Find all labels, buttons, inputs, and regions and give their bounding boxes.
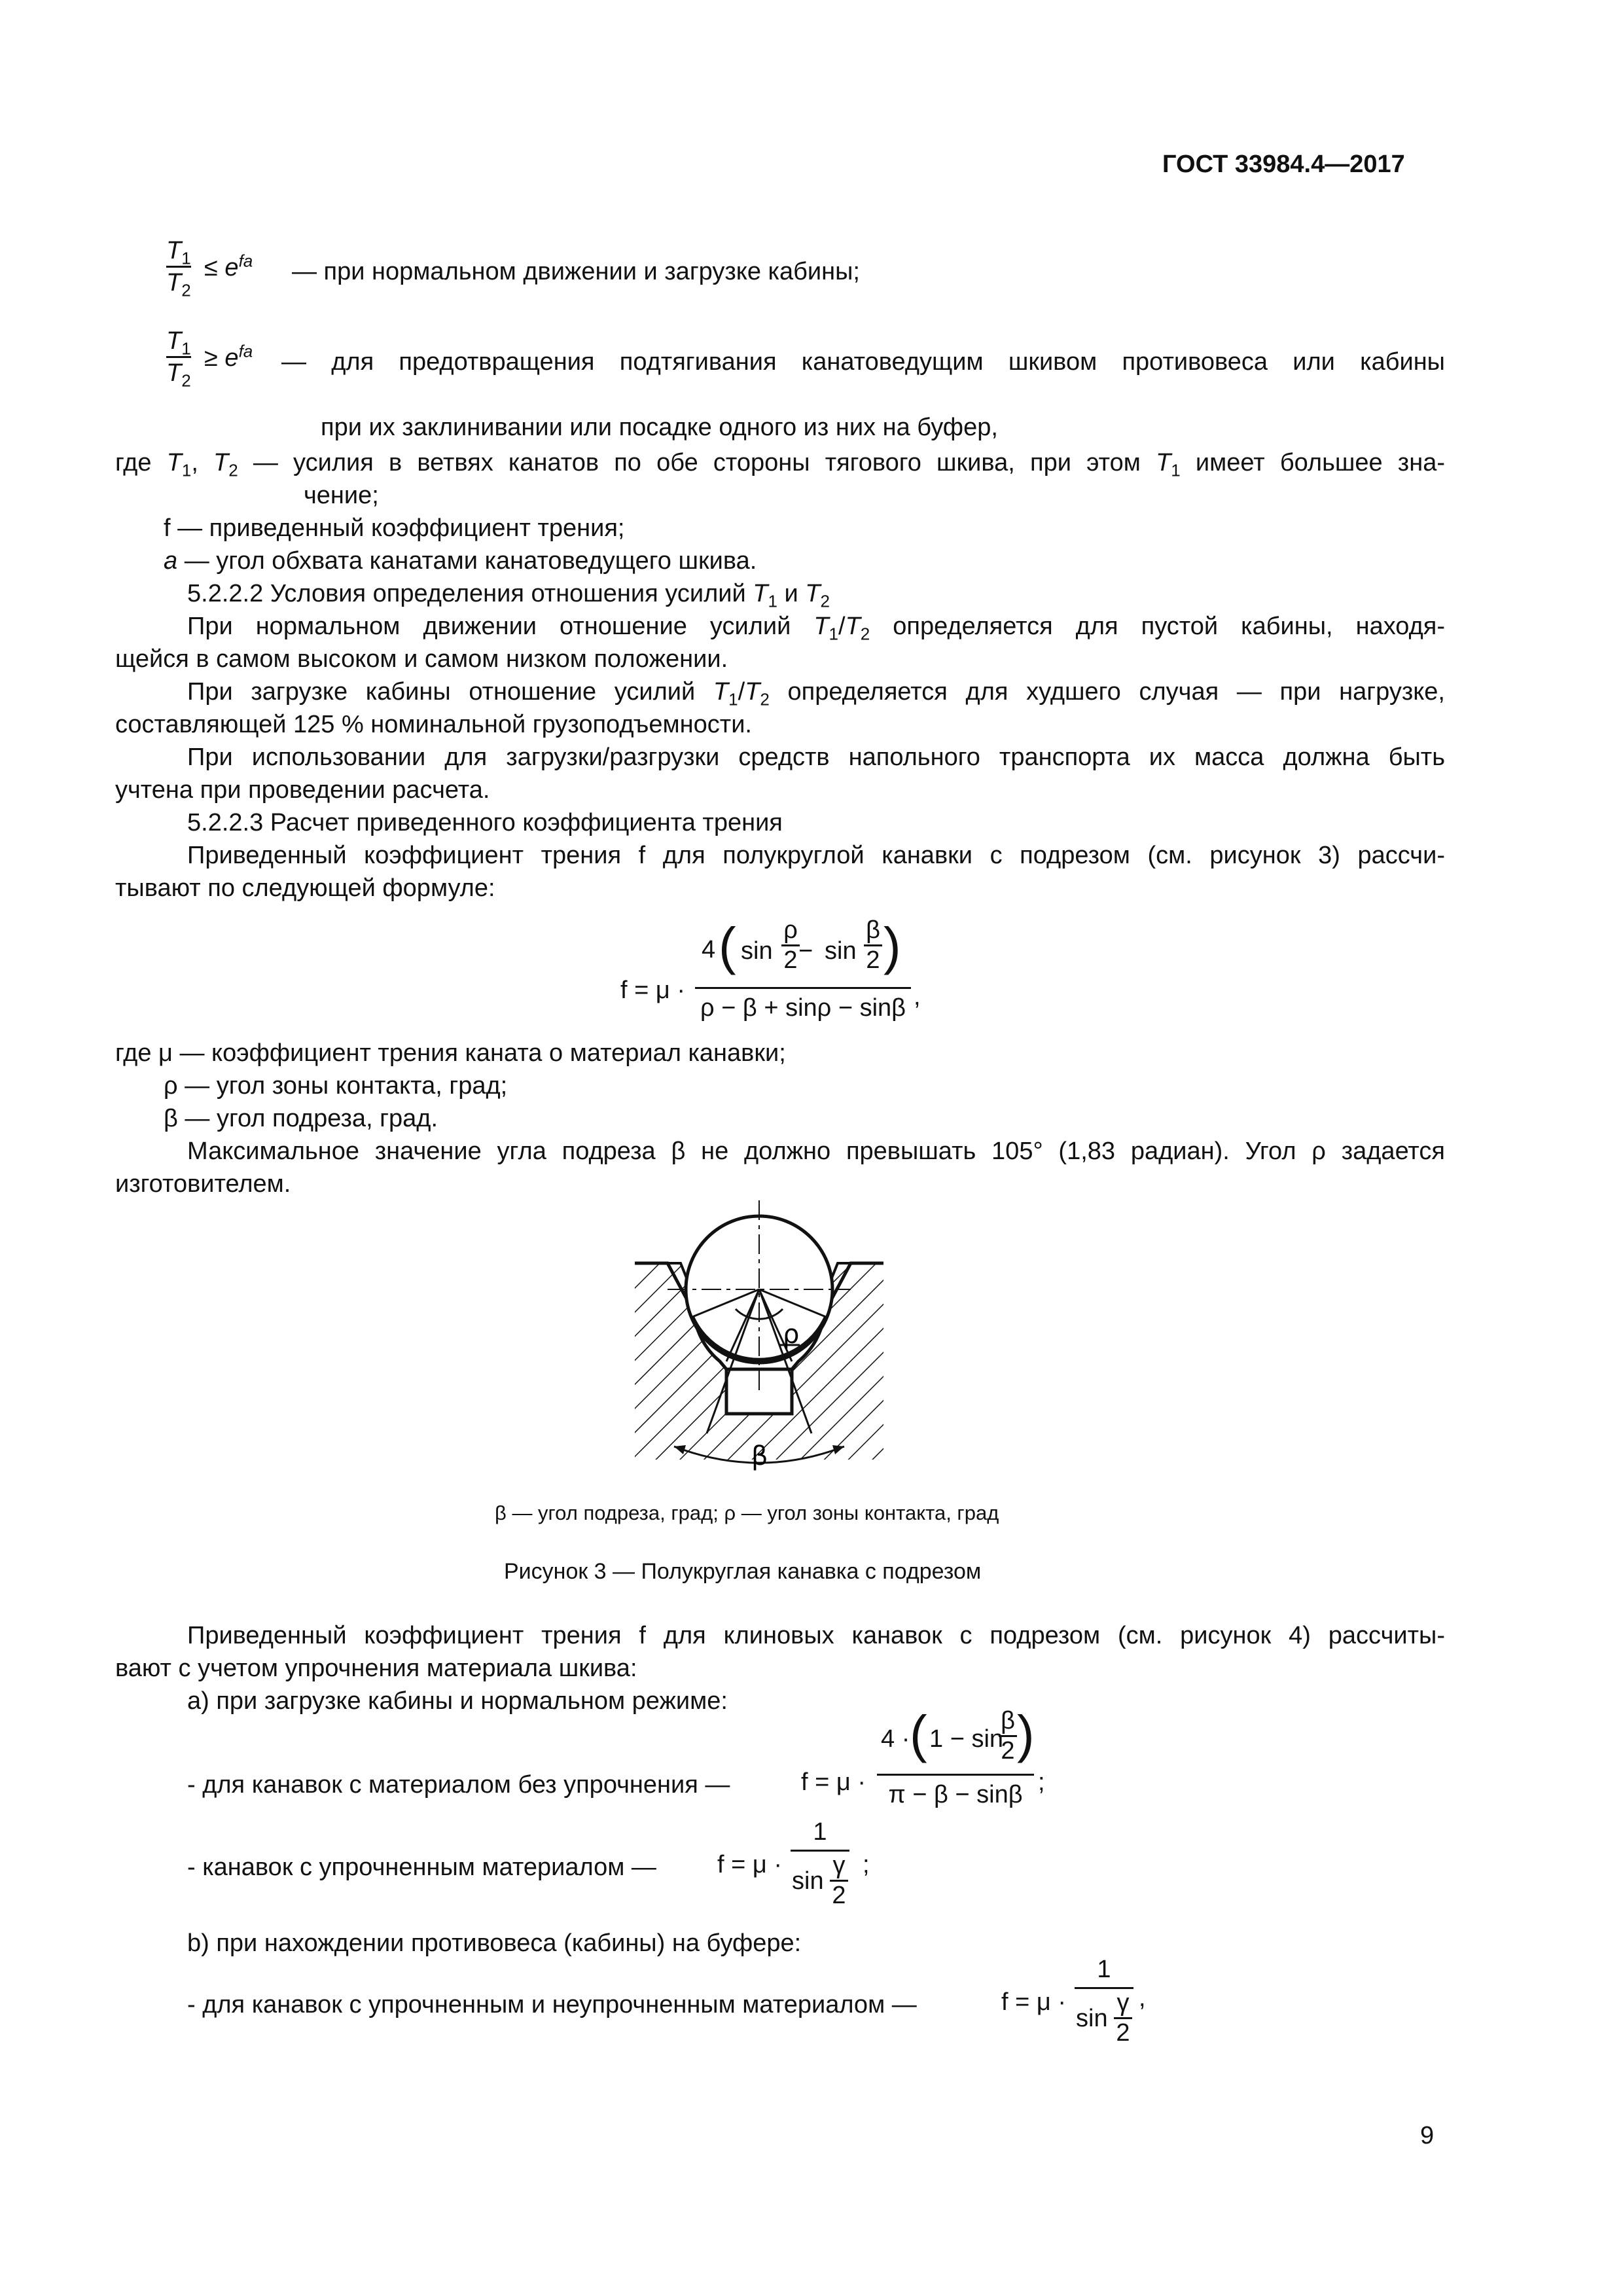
text-line-no-hardening: - для канавок с материалом без упрочнения — (187, 1771, 730, 1799)
text-line-both-materials: - для канавок с упрочненным и неупрочненным материалом — (187, 1991, 917, 2018)
main-formula-fraction (695, 911, 911, 1023)
text-line-max-undercut: Максимальное значение угла подреза β не должно превышать 105° (1,83 радиан). Угол ρ задается (187, 1138, 1445, 1165)
text-line-loading-ratio: При загрузке кабины отношение усилий $T_1/T_2$ определяется для худшего случая — при нагрузке, (187, 678, 1445, 709)
text-line-125-percent: составляющей 125 % номинальной грузоподъемности. (115, 711, 752, 738)
section-5-2-2-2: 5.2.2.2 Условия определения отношения усилий $T_1$ и $T_2$ (187, 580, 830, 611)
main-formula-denominator: ρ − β + sinρ − sinβ (700, 994, 906, 1022)
text-line-beta: β — угол подреза, град. (164, 1105, 438, 1132)
text-line-hardened: - канавок с упрочненным материалом — (187, 1854, 656, 1881)
formula-f3-lhs: f = μ · (1001, 1988, 1066, 2016)
formula-f2-fraction: 1 sin γ 2 (791, 1817, 849, 1914)
formula-f1-lhs: f = μ · (801, 1768, 866, 1796)
text-line-positions: щейся в самом высоком и самом низком положении. (115, 645, 728, 673)
inequality-le-efa: ≤ $e^{fa}$ (204, 251, 253, 281)
figure-3-semicircular-groove (628, 1198, 903, 1486)
text-line-mu: где μ — коэффициент трения каната о материал канавки; (115, 1039, 786, 1067)
main-formula-numerator: 4 ( sin ρ 2 − sin β 2 ) (702, 916, 901, 975)
text-line-hardening: вают с учетом упрочнения материала шкива: (115, 1655, 637, 1682)
text-line-normal-ratio: При нормальном движении отношение усилий $T_1/T_2$ определяется для пустой кабины, находя- (187, 613, 1446, 644)
ratio-t1-t2-inequality-1: $T_1$ $T_2$ (166, 237, 191, 300)
item-a-loading: a) при загрузке кабины и нормальном режиме: (187, 1687, 728, 1715)
text-line-semicircular: Приведенный коэффициент трения f для полукруглой канавки с подрезом (см. рисунок 3) рассчи- (187, 842, 1445, 869)
formula-f1-fraction: 4 · ( 1 − sin β 2 ) π − β − sinβ (877, 1707, 1034, 1810)
main-formula-bar (695, 987, 911, 989)
text-line-wedge-grooves: Приведенный коэффициент трения f для клиновых канавок с подрезом (см. рисунок 4) рассчиты- (187, 1622, 1445, 1649)
section-5-2-2-3: 5.2.2.3 Расчет приведенного коэффициента трения (187, 809, 783, 836)
text-line-friction-coef: f — приведенный коэффициент трения; (164, 514, 625, 542)
svg-text:ρ: ρ (783, 1319, 800, 1350)
main-formula-comma: , (914, 983, 921, 1011)
formula-f3-fraction: 1 sin γ 2 (1075, 1954, 1133, 2052)
text-line-rho: ρ — угол зоны контакта, град; (164, 1072, 508, 1100)
figure-3-caption: Рисунок 3 — Полукруглая канавка с подрезом (504, 1559, 982, 1584)
text-line-wrap-angle: a — угол обхвата канатами канатоведущего шкива. (164, 547, 757, 575)
item-b-buffer: b) при нахождении противовеса (кабины) на буфере: (187, 1929, 802, 1957)
main-formula-lhs: f = μ · (620, 977, 685, 1004)
figure-3-legend: β — угол подреза, град; ρ — угол зоны контакта, град (495, 1501, 999, 1524)
text-line-meaning: чение; (304, 482, 379, 509)
text-line-normal-motion: — при нормальном движении и загрузке кабины; (292, 258, 860, 285)
ratio-t1-t2-inequality-2: $T_1$ $T_2$ (166, 327, 191, 391)
text-line-manufacturer: изготовителем. (115, 1170, 291, 1198)
text-line-where-t1-t2: где $T_1$, $T_2$ — усилия в ветвях канатов по обе стороны тягового шкива, при этом $T_1$ имеет большее зна- (115, 449, 1445, 480)
inequality-ge-efa: ≥ $e^{fa}$ (204, 341, 253, 372)
text-line-calculation: учтена при проведении расчета. (115, 776, 490, 804)
text-line-prevent-pulling: — для предотвращения подтягивания канатоведущим шкивом противовеса или кабины (281, 348, 1445, 376)
text-line-jamming: при их заклинивании или посадке одного из них на буфер, (321, 414, 998, 441)
svg-text:β: β (751, 1441, 768, 1471)
document-standard-number: ГОСТ 33984.4—2017 (1162, 151, 1405, 178)
text-line-floor-transport: При использовании для загрузки/разгрузки средств напольного транспорта их масса должна быть (187, 744, 1445, 771)
formula-f1-semicolon: ; (1038, 1768, 1045, 1796)
formula-f2-semicolon: ; (863, 1851, 870, 1878)
formula-f2-lhs: f = μ · (717, 1851, 782, 1878)
formula-f3-comma: , (1139, 1984, 1146, 2012)
text-line-formula-intro: тывают по следующей формуле: (115, 874, 495, 902)
page-number: 9 (1420, 2122, 1435, 2149)
